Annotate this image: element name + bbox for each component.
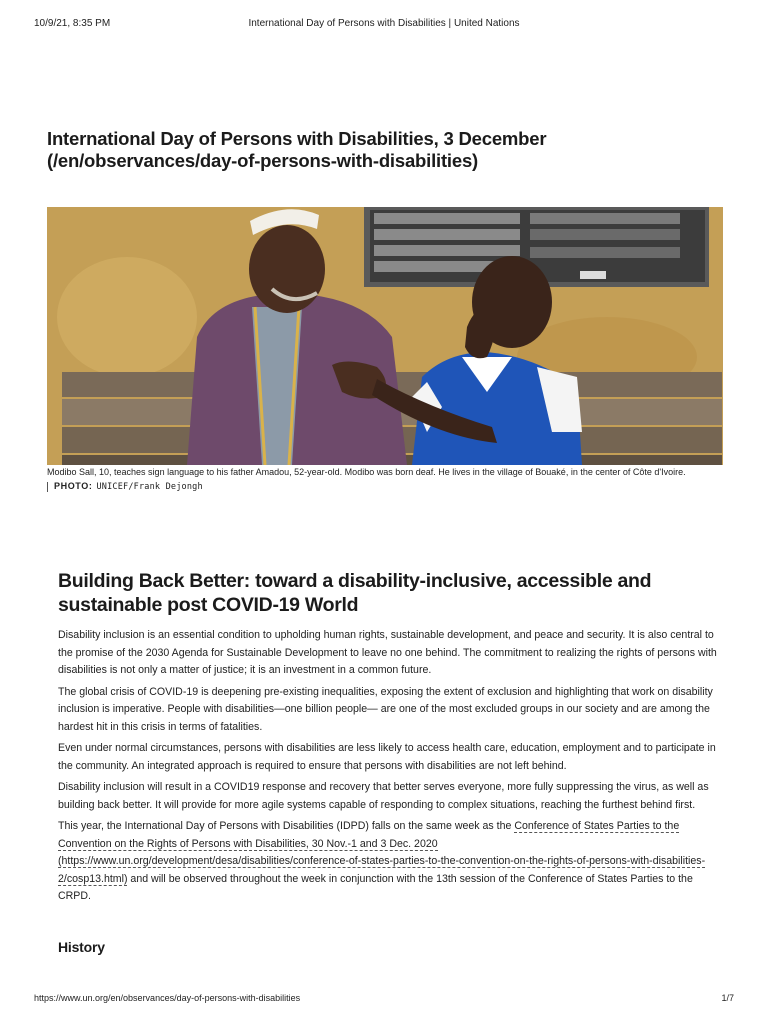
paragraph: Disability inclusion is an essential condition to upholding human rights, sustainable development, and peace and security. It is also central to the promise of the 2030 Agenda for Sustainable Development to leave no one behind. The commitment to realizing the rights of persons with disabilities is not only a matter of justice; it is an investment in a common future.: [58, 629, 717, 676]
hero-caption: Modibo Sall, 10, teaches sign language to his father Amadou, 52-year-old. Modibo was born deaf. He lives in the village of Bouaké, in the center of Côte d'Ivoire.: [47, 467, 686, 477]
page-number: 1/7: [721, 993, 734, 1003]
paragraph: [58, 818, 718, 906]
credit-divider: [47, 482, 48, 492]
article-body: [58, 627, 718, 910]
history-heading: History: [58, 939, 105, 955]
paragraph: The global crisis of COVID-19 is deepening pre-existing inequalities, exposing the extent of exclusion and highlighting that work on disability inclusion is imperative. People with disabilities—one billion people— are one of the most excluded groups in our society and are among the hardest hit in this crisis in terms of fatalities.: [58, 685, 713, 733]
section-heading: Building Back Better: toward a disability-inclusive, accessible and sustainable post COVID-19 World: [58, 570, 652, 616]
print-header: [34, 18, 734, 32]
credit-value: UNICEF/Frank Dejongh: [96, 482, 203, 492]
photo-credit: [47, 480, 203, 494]
paragraph: Even under normal circumstances, persons with disabilities are less likely to access health care, education, employment and to participate in the community. An integrated approach is required to ensure that persons with disabilities are not left behind.: [58, 742, 716, 772]
paragraph: Disability inclusion will result in a COVID19 response and recovery that better serves everyone, more fully suppressing the virus, as well as building back better. It will provide for more agile systems capable of responding to complex situations, reaching the furthest behind first.: [58, 781, 709, 811]
hero-photo: [47, 207, 723, 465]
paragraph-text: This year, the International Day of Persons with Disabilities (IDPD) falls on the same week as the: [58, 820, 515, 832]
cosp13-link[interactable]: Conference of States Parties to the Convention on the Rights of Persons with Disabilities, 30 Nov.-1 and 3 Dec. 2020 (https://www.un.org/development/desa/disabilities/conference-of-states-parties-to-the-convention-on-the-rights-of-persons-with-disabilities-2/cosp13.html): [58, 820, 706, 885]
credit-label: PHOTO:: [54, 481, 93, 491]
hero-photo-illustration: [47, 207, 723, 465]
print-datetime: 10/9/21, 8:35 PM: [34, 18, 111, 29]
print-footer: [34, 993, 734, 1007]
print-doc-title: International Day of Persons with Disabilities | United Nations: [248, 18, 520, 29]
print-url: https://www.un.org/en/observances/day-of-persons-with-disabilities: [34, 993, 301, 1003]
paragraph-text: and will be observed throughout the week in conjunction with the 13th session of the Conference of States Parties to the CRPD.: [58, 872, 693, 902]
page-title: International Day of Persons with Disabilities, 3 December (/en/observances/day-of-persons-with-disabilities): [47, 128, 547, 171]
